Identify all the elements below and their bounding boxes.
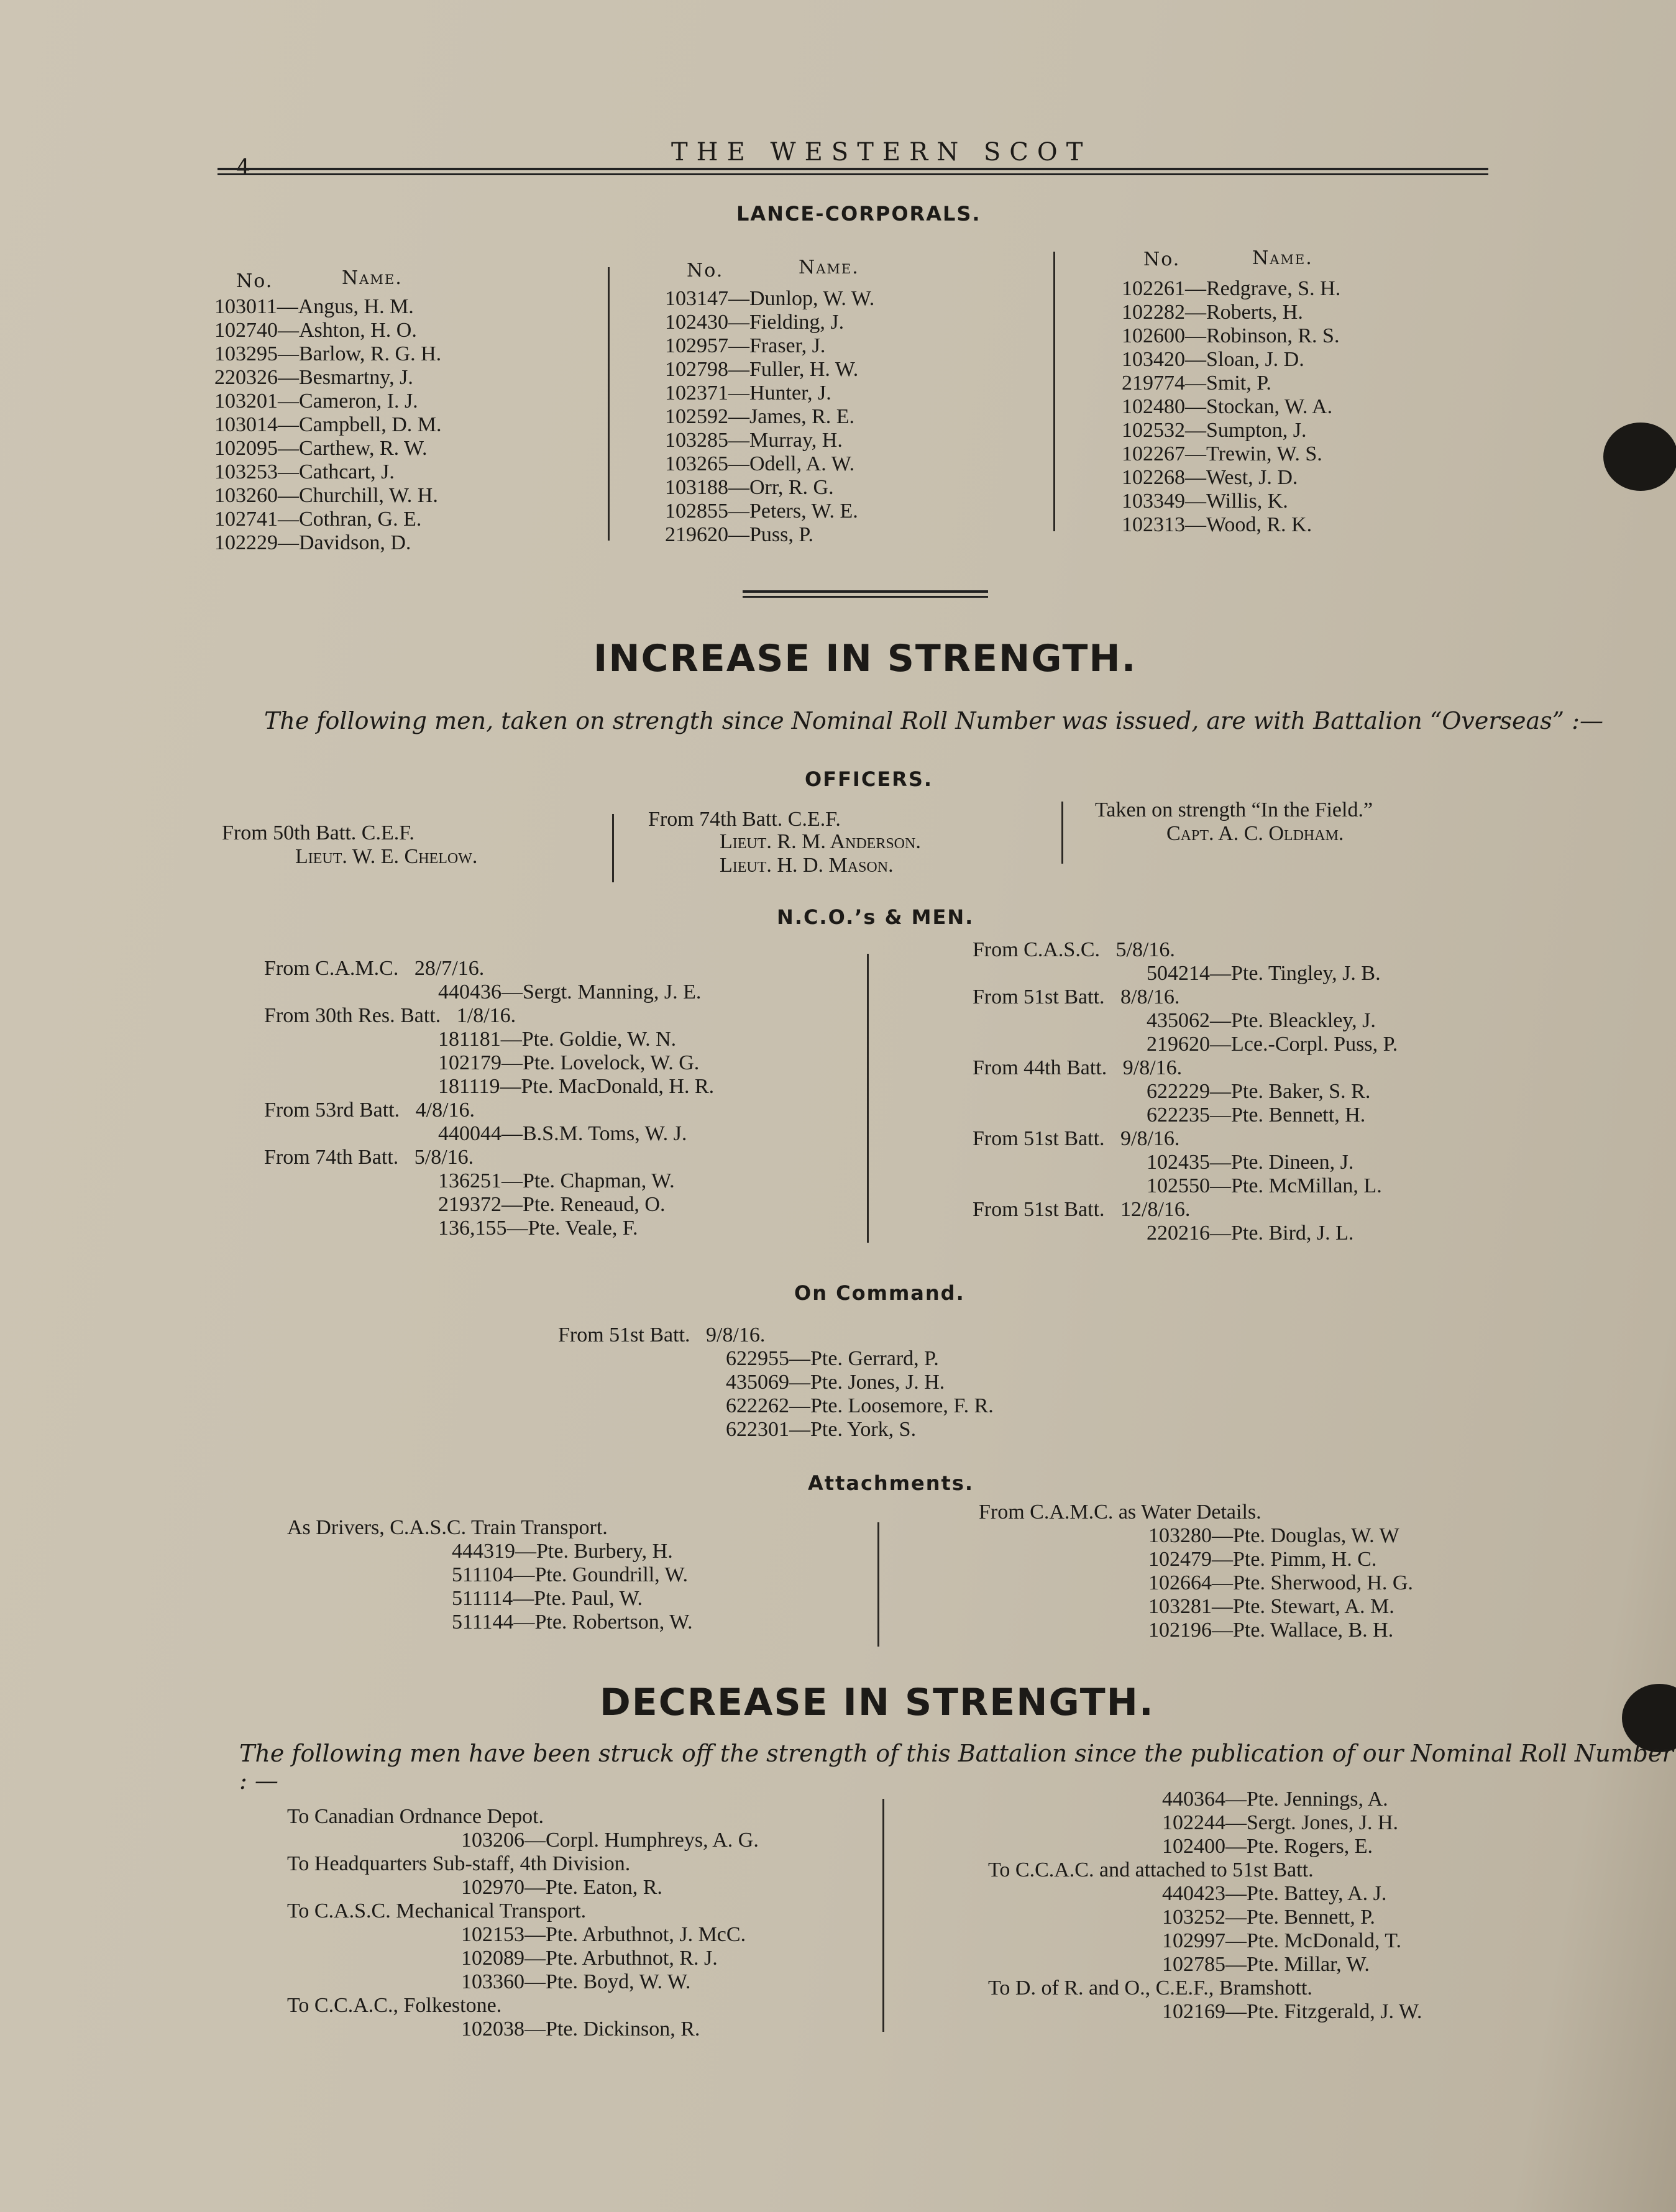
roll-entry: 103265—Odell, A. W. xyxy=(665,452,855,475)
lance-corporals-list xyxy=(665,287,874,547)
roll-entry: 102785—Pte. Millar, W. xyxy=(1162,1953,1370,1976)
lance-corporals-list xyxy=(1122,277,1340,537)
punch-hole xyxy=(1603,423,1676,491)
section-rule xyxy=(743,590,988,598)
roll-entry: 136,155—Pte. Veale, F. xyxy=(438,1217,638,1240)
officer-entry: Lieut. H. D. Mason. xyxy=(720,854,894,877)
roll-entry: 102479—Pte. Pimm, H. C. xyxy=(1148,1548,1377,1571)
roll-entry: 103011—Angus, H. M. xyxy=(214,295,414,318)
attachments-left-from: As Drivers, C.A.S.C. Train Transport. xyxy=(287,1516,608,1539)
roll-entry: 622955—Pte. Gerrard, P. xyxy=(726,1347,939,1370)
roll-entry: 102435—Pte. Dineen, J. xyxy=(1147,1151,1354,1174)
roll-entry: 102038—Pte. Dickinson, R. xyxy=(461,2018,700,2041)
roll-entry: 102480—Stockan, W. A. xyxy=(1122,395,1333,418)
roll-entry: 435062—Pte. Bleackley, J. xyxy=(1147,1009,1376,1032)
transfer-source: From C.A.M.C. 28/7/16. xyxy=(264,957,485,980)
column-header-no: No. xyxy=(236,270,273,292)
roll-entry: 102179—Pte. Lovelock, W. G. xyxy=(438,1051,700,1074)
roll-entry: 102798—Fuller, H. W. xyxy=(665,358,859,381)
column-header-name: Name. xyxy=(799,257,859,278)
roll-entry: 102532—Sumpton, J. xyxy=(1122,419,1307,442)
roll-entry: 102169—Pte. Fitzgerald, J. W. xyxy=(1162,2000,1422,2023)
roll-entry: 102153—Pte. Arbuthnot, J. McC. xyxy=(461,1923,746,1946)
ncos-right-block xyxy=(973,938,1398,1245)
column-header-name: Name. xyxy=(342,267,403,289)
roll-entry: 102196—Pte. Wallace, B. H. xyxy=(1148,1619,1394,1642)
roll-entry: 103285—Murray, H. xyxy=(665,429,843,452)
decrease-intro: The following men have been struck off the strength of this Battalion since the publication of our Nominal Roll Number : — xyxy=(239,1740,1674,1794)
roll-entry: 622262—Pte. Loosemore, F. R. xyxy=(726,1394,994,1417)
column-divider xyxy=(1061,802,1063,864)
roll-entry: 220326—Besmartny, J. xyxy=(214,366,413,389)
roll-entry: 102997—Pte. McDonald, T. xyxy=(1162,1929,1401,1952)
roll-entry: 102957—Fraser, J. xyxy=(665,334,826,357)
roll-entry: 102229—Davidson, D. xyxy=(214,531,411,554)
ncos-heading: N.C.O.’s & MEN. xyxy=(777,905,974,929)
officers-from: From 50th Batt. C.E.F. xyxy=(222,821,414,844)
roll-entry: 102244—Sergt. Jones, J. H. xyxy=(1162,1811,1398,1834)
roll-entry: 102550—Pte. McMillan, L. xyxy=(1147,1174,1382,1197)
column-divider xyxy=(882,1799,884,2032)
roll-entry: 103188—Orr, R. G. xyxy=(665,476,834,499)
lance-corporals-list xyxy=(214,295,441,555)
decrease-heading: DECREASE IN STRENGTH. xyxy=(600,1681,1155,1724)
roll-entry: 103295—Barlow, R. G. H. xyxy=(214,342,442,365)
roll-entry: 102664—Pte. Sherwood, H. G. xyxy=(1148,1571,1413,1594)
decrease-right-top-list xyxy=(1162,1788,1398,1858)
roll-entry: 103147—Dunlop, W. W. xyxy=(665,287,875,310)
roll-entry: 102261—Redgrave, S. H. xyxy=(1122,277,1341,300)
roll-entry: 219774—Smit, P. xyxy=(1122,372,1271,395)
roll-entry: 102095—Carthew, R. W. xyxy=(214,437,428,460)
roll-entry: 440364—Pte. Jennings, A. xyxy=(1162,1788,1388,1811)
officer-entry: Lieut. W. E. Chelow. xyxy=(295,845,478,868)
roll-entry: 102600—Robinson, R. S. xyxy=(1122,324,1340,347)
roll-entry: 440044—B.S.M. Toms, W. J. xyxy=(438,1122,687,1145)
column-divider xyxy=(877,1522,879,1647)
roll-entry: 103260—Churchill, W. H. xyxy=(214,484,438,507)
roll-entry: 103252—Pte. Bennett, P. xyxy=(1162,1906,1375,1929)
page-number: 4 xyxy=(236,155,250,181)
transfer-source: From 53rd Batt. 4/8/16. xyxy=(264,1099,475,1122)
officer-entry: Capt. A. C. Oldham. xyxy=(1166,822,1344,845)
roll-entry: 103349—Willis, K. xyxy=(1122,490,1288,513)
roll-entry: 444319—Pte. Burbery, H. xyxy=(452,1540,673,1563)
roll-entry: 511144—Pte. Robertson, W. xyxy=(452,1611,693,1634)
decrease-left-block xyxy=(287,1805,759,2041)
lance-corporals-heading: LANCE-CORPORALS. xyxy=(736,202,981,226)
column-header-no: No. xyxy=(687,260,724,281)
transfer-source: To C.C.A.C., Folkestone. xyxy=(287,1994,502,2017)
roll-entry: 511104—Pte. Goundrill, W. xyxy=(452,1563,688,1586)
transfer-source: To D. of R. and O., C.E.F., Bramshott. xyxy=(988,1977,1312,1999)
roll-entry: 622229—Pte. Baker, S. R. xyxy=(1147,1080,1371,1103)
roll-entry: 103253—Cathcart, J. xyxy=(214,460,395,483)
on-command-from: From 51st Batt. 9/8/16. xyxy=(558,1323,766,1346)
roll-entry: 622235—Pte. Bennett, H. xyxy=(1147,1104,1366,1127)
transfer-source: To C.C.A.C. and attached to 51st Batt. xyxy=(988,1858,1314,1881)
attachments-right-list xyxy=(1148,1524,1413,1642)
roll-entry: 102267—Trewin, W. S. xyxy=(1122,442,1322,465)
roll-entry: 103201—Cameron, I. J. xyxy=(214,390,418,413)
roll-entry: 102740—Ashton, H. O. xyxy=(214,319,417,342)
roll-entry: 103206—Corpl. Humphreys, A. G. xyxy=(461,1829,759,1852)
roll-entry: 103281—Pte. Stewart, A. M. xyxy=(1148,1595,1394,1618)
roll-entry: 103280—Pte. Douglas, W. W xyxy=(1148,1524,1399,1547)
roll-entry: 102741—Cothran, G. E. xyxy=(214,508,422,531)
column-divider xyxy=(612,814,614,882)
column-divider xyxy=(1053,252,1055,531)
roll-entry: 435069—Pte. Jones, J. H. xyxy=(726,1371,945,1394)
officer-entry: Lieut. R. M. Anderson. xyxy=(720,830,921,853)
transfer-source: From 74th Batt. 5/8/16. xyxy=(264,1146,474,1169)
roll-entry: 219620—Lce.-Corpl. Puss, P. xyxy=(1147,1033,1398,1056)
roll-entry: 511114—Pte. Paul, W. xyxy=(452,1587,643,1610)
roll-entry: 136251—Pte. Chapman, W. xyxy=(438,1169,675,1192)
roll-entry: 102282—Roberts, H. xyxy=(1122,301,1303,324)
roll-entry: 622301—Pte. York, S. xyxy=(726,1418,917,1441)
roll-entry: 102268—West, J. D. xyxy=(1122,466,1298,489)
attachments-right-from: From C.A.M.C. as Water Details. xyxy=(979,1501,1262,1524)
increase-heading: INCREASE IN STRENGTH. xyxy=(593,637,1137,680)
roll-entry: 102400—Pte. Rogers, E. xyxy=(1162,1835,1373,1858)
transfer-source: From 30th Res. Batt. 1/8/16. xyxy=(264,1004,516,1027)
attachments-heading: Attachments. xyxy=(808,1471,974,1495)
roll-entry: 220216—Pte. Bird, J. L. xyxy=(1147,1222,1354,1245)
roll-entry: 103014—Campbell, D. M. xyxy=(214,413,442,436)
transfer-source: To C.A.S.C. Mechanical Transport. xyxy=(287,1899,587,1922)
transfer-source: From 44th Batt. 9/8/16. xyxy=(973,1056,1183,1079)
roll-entry: 504214—Pte. Tingley, J. B. xyxy=(1147,962,1381,985)
transfer-source: From C.A.S.C. 5/8/16. xyxy=(973,938,1175,961)
roll-entry: 181119—Pte. MacDonald, H. R. xyxy=(438,1075,715,1098)
column-header-name: Name. xyxy=(1252,247,1313,269)
roll-entry: 102371—Hunter, J. xyxy=(665,382,831,404)
roll-entry: 102430—Fielding, J. xyxy=(665,311,845,334)
roll-entry: 219620—Puss, P. xyxy=(665,523,814,546)
column-divider xyxy=(867,954,869,1243)
roll-entry: 102089—Pte. Arbuthnot, R. J. xyxy=(461,1947,718,1970)
roll-entry: 102970—Pte. Eaton, R. xyxy=(461,1876,662,1899)
transfer-source: From 51st Batt. 12/8/16. xyxy=(973,1198,1191,1221)
attachments-left-list xyxy=(452,1540,693,1634)
roll-entry: 103360—Pte. Boyd, W. W. xyxy=(461,1970,691,1993)
on-command-list xyxy=(726,1347,994,1442)
transfer-source: From 51st Batt. 9/8/16. xyxy=(973,1127,1180,1150)
roll-entry: 102592—James, R. E. xyxy=(665,405,855,428)
ncos-left-block xyxy=(264,957,714,1240)
column-header-no: No. xyxy=(1143,249,1181,270)
running-title: THE WESTERN SCOT xyxy=(671,138,1092,167)
header-rule xyxy=(218,168,1488,175)
transfer-source: From 51st Batt. 8/8/16. xyxy=(973,985,1180,1008)
column-divider xyxy=(608,267,610,541)
decrease-right-block xyxy=(988,1858,1422,2024)
officers-from: Taken on strength “In the Field.” xyxy=(1095,798,1373,821)
roll-entry: 440423—Pte. Battey, A. J. xyxy=(1162,1882,1387,1905)
transfer-source: To Headquarters Sub-staff, 4th Division. xyxy=(287,1852,631,1875)
transfer-source: To Canadian Ordnance Depot. xyxy=(287,1805,544,1828)
on-command-heading: On Command. xyxy=(794,1281,965,1305)
roll-entry: 103420—Sloan, J. D. xyxy=(1122,348,1304,371)
increase-intro: The following men, taken on strength since Nominal Roll Number was issued, are with Battalion “Overseas” :— xyxy=(264,707,1603,734)
officers-heading: OFFICERS. xyxy=(805,767,933,791)
roll-entry: 102855—Peters, W. E. xyxy=(665,500,858,523)
roll-entry: 181181—Pte. Goldie, W. N. xyxy=(438,1028,677,1051)
officers-from: From 74th Batt. C.E.F. xyxy=(648,808,841,831)
roll-entry: 219372—Pte. Reneaud, O. xyxy=(438,1193,666,1216)
roll-entry: 440436—Sergt. Manning, J. E. xyxy=(438,980,702,1003)
roll-entry: 102313—Wood, R. K. xyxy=(1122,513,1312,536)
